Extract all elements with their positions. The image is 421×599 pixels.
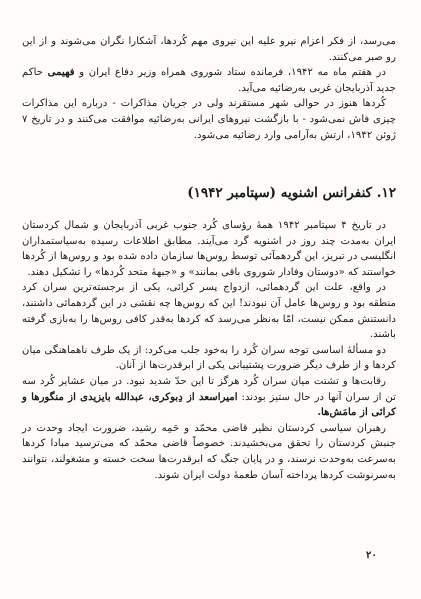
- paragraph-body-1: در تاریخ ۴ سپتامبر ۱۹۴۲ همهٔ رؤسای کُرد جنوب غربی آذربایجان و شمال کردستان ایران به‌مدت چند روز در اشنویه گرد می‌آیند. مطابق اطلاعات رسیده به‌سیاستمداران انگلیسی در تبریز، این گردهمآئی توسط روس‌ها سازمان داده شده بود و روس‌ها از کُردها خواستند که «دوستان وفادار شوروی باقی بمانند» و «جبههٔ متحد کُردها» را تشکیل دهند.: [22, 220, 396, 278]
- paragraph-intro-2-part-a: در هفتم ماه مه ۱۹۴۲، فرمانده ستاد شوروی همراه وزیر دفاع ایران و: [74, 67, 386, 79]
- chiefs-names: امیراسعد از دِبوکری، عبدالله بایزیدی از منگورها و کرائی از مامَش‌ها.: [22, 390, 396, 419]
- paragraph-intro-1: می‌رسد، از فکر اعزام نیرو علیه این نیروی مهم کُردها، آشکارا نگران می‌شوند و از این رو صبر می‌کنند.: [22, 36, 396, 63]
- body-text-block: [22, 218, 396, 483]
- paragraph-body-3: دو مسألهٔ اساسی توجه سران کُرد را به‌خود جلب می‌کرد: از یک طرف ناهماهنگی میان کردها و از طرف دیگر ضرورت پشتیبانی یکی از ابرقدرت‌ها از آنان.: [22, 344, 396, 372]
- paragraph-body-4: [22, 374, 396, 421]
- paragraph-intro-2: [22, 65, 396, 96]
- section-heading: ۱۲. کنفرانس اشنویه (سپتامبر ۱۹۴۲): [187, 185, 396, 201]
- paragraph-intro-2-part-c: حاکم جدید آذربایجان غربی به‌رضائیه می‌آید.: [22, 67, 396, 94]
- paragraph-body-2: در واقع، علت این گردهمائی، ازدواج پسر کرائی، یکی از برجسته‌ترین سران کرد منطقه بود و روس‌ها عامل آن نبودند! این که روس‌ها چه نقشی در این گردهمائی داشتند، دانستنش ممکن نیست، امّا به‌نظر می‌رسد که کردها به‌قدر کافی روس‌ها را به‌بازی گرفته باشند.: [22, 282, 396, 341]
- name-fahimi: فهیمی: [47, 66, 75, 79]
- paragraph-intro-3: کُردها هنوز در حوالی شهر مستقرند ولی در جریان مذاکرات - درباره این مذاکرات چیزی فاش نمی‌شود - با بازگشت نیروهای ایرانی به‌رضائیه موافقت می‌کنند و در تاریخ ۷ ژوئن ۱۹۴۲، ارتش به‌آرامی وارد رضائیه می‌شود.: [22, 98, 396, 141]
- paragraph-body-5: رهبران سیاسی کردستان نظیر قاضی محمّد و حَمِه رشید، ضرورت ایجاد وحدت در جنبش کردستان را تحقق می‌بخشیدند. خصوصاً قاضی محمّد که می‌ترسید مبادا کردها به‌سرعت به‌وحدت نرسند، و در پایان جنگ که ابرقدرت‌ها سخت خسته و مشغولند، نتوانند به‌سرنوشت کردها پرداخته آسان طعمهٔ دولت ایران شوند.: [22, 422, 396, 481]
- paragraph-body-4-part-a: رقابت‌ها و تشتت میان سران کُرد هرگز تا این حدّ شدید نبود. در میان عشایر کُرد سه تن از سران آنها در حال ستیز بودند:: [22, 375, 396, 403]
- intro-text-block: [22, 34, 396, 143]
- page-number: ۲۰: [366, 550, 377, 561]
